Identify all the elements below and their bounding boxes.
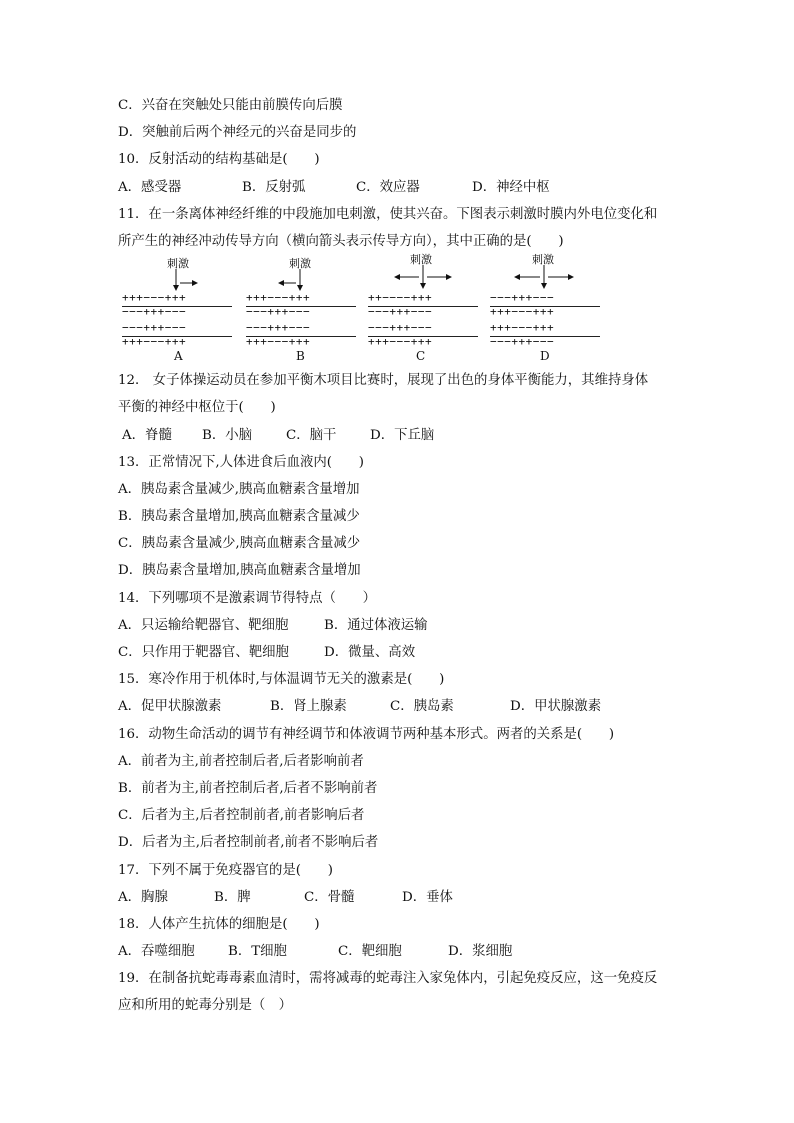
q11-stem-line1: 11．在一条离体神经纤维的中段施加电刺激，使其兴奋。下图表示刺激时膜内外电位变化和 <box>118 206 658 222</box>
q15-option-b: B．肾上腺素 <box>270 699 347 715</box>
membrane-row: +++−−−+++ <box>122 335 187 349</box>
q18-options <box>118 938 688 965</box>
membrane-row: −−−+++−−− <box>122 321 187 335</box>
exam-page <box>118 92 688 1020</box>
diagram-panel-b <box>246 255 358 367</box>
q18-option-a: A．吞噬细胞 <box>118 944 195 960</box>
membrane-row: −−−+++−−− <box>368 321 433 335</box>
q12-stem-line1: 12． 女子体操运动员在参加平衡木项目比赛时，展现了出色的身体平衡能力，其维持身体 <box>118 373 649 389</box>
q16-option-d: D．后者为主,后者控制前者,前者不影响后者 <box>118 835 379 851</box>
stimulus-arrows <box>276 269 316 293</box>
membrane-row: −−−+++−−− <box>490 335 555 349</box>
q10-options <box>118 174 688 201</box>
stimulus-arrows <box>512 265 576 291</box>
q14-option-b: B．通过体液运输 <box>324 617 428 633</box>
q12-stem-line2: 平衡的神经中枢位于( ) <box>118 400 276 416</box>
q15-option-d: D．甲状腺激素 <box>510 699 602 715</box>
membrane-row: +++−−−+++ <box>490 321 555 335</box>
q15-stem: 15．寒冷作用于机体时,与体温调节无关的激素是( ) <box>118 672 445 688</box>
q19-stem-line2: 应和所用的蛇毒分别是（ ） <box>118 998 293 1014</box>
q11-diagram <box>118 255 688 367</box>
membrane-row: +++−−−+++ <box>368 335 433 349</box>
membrane-row: ++−−−−+++ <box>368 291 433 305</box>
q14-option-a: A．只运输给靶器官、靶细胞 <box>118 617 289 633</box>
q15-option-c: C．胰岛素 <box>390 699 454 715</box>
q17-stem: 17．下列不属于免疫器官的是( ) <box>118 862 333 878</box>
q18-option-d: D．浆细胞 <box>448 944 513 960</box>
q15-option-a: A．促甲状腺激素 <box>118 699 222 715</box>
q10-option-c: C．效应器 <box>356 179 420 195</box>
q14-option-d: D．微量、高效 <box>324 645 416 660</box>
panel-letter: C <box>416 349 426 364</box>
q18-option-b: B．T细胞 <box>228 944 287 960</box>
q14-options-row1 <box>118 612 688 639</box>
q17-option-b: B．脾 <box>214 889 251 905</box>
q12-option-b: B．小脑 <box>202 427 253 443</box>
q13-option-a: A．胰岛素含量减少,胰高血糖素含量增加 <box>118 481 360 497</box>
panel-letter: D <box>540 349 550 364</box>
q12-option-d: D．下丘脑 <box>370 427 435 443</box>
q16-option-b: B．前者为主,前者控制后者,后者不影响前者 <box>118 780 378 796</box>
q13-option-b: B．胰岛素含量增加,胰高血糖素含量减少 <box>118 509 360 525</box>
q10-option-b: B．反射弧 <box>242 179 306 195</box>
membrane-row: +++−−−+++ <box>246 335 311 349</box>
q16-option-c: C．后者为主,后者控制前者,前者影响后者 <box>118 808 365 824</box>
q12-options <box>118 422 688 449</box>
stimulus-label: 刺激 <box>532 253 554 267</box>
membrane-row: −−−+++−−− <box>368 305 433 319</box>
q19-stem-line1: 19．在制备抗蛇毒毒素血清时，需将减毒的蛇毒注入家兔体内，引起免疫反应，这一免疫反 <box>118 971 658 987</box>
q10-stem: 10．反射活动的结构基础是( ) <box>118 152 320 168</box>
panel-letter: A <box>174 349 183 364</box>
diagram-panel-a <box>122 255 234 367</box>
q17-option-a: A．胸腺 <box>118 889 168 905</box>
q9-option-c: C．兴奋在突触处只能由前膜传向后膜 <box>118 98 343 113</box>
membrane-row: −−−+++−−− <box>490 291 555 305</box>
q13-option-c: C．胰岛素含量减少,胰高血糖素含量减少 <box>118 536 361 552</box>
diagram-panel-c <box>368 255 480 367</box>
stimulus-label: 刺激 <box>167 257 189 271</box>
q11-stem-line2: 所产生的神经冲动传导方向（横向箭头表示传导方向），其中正确的是( ) <box>118 233 564 249</box>
diagram-panel-d <box>490 255 602 367</box>
membrane-row: −−−+++−−− <box>246 321 311 335</box>
q14-options-row2 <box>118 639 688 666</box>
q17-options <box>118 884 688 911</box>
stimulus-label: 刺激 <box>289 257 311 271</box>
stimulus-arrows <box>162 269 202 293</box>
panel-letter: B <box>296 349 305 364</box>
membrane-row: −−−+++−−− <box>122 305 187 319</box>
q17-option-c: C．骨髓 <box>304 889 355 905</box>
q16-stem: 16．动物生命活动的调节有神经调节和体液调节两种基本形式。两者的关系是( ) <box>118 726 615 742</box>
membrane-row: +++−−−+++ <box>490 305 555 319</box>
q10-option-a: A．感受器 <box>118 179 182 195</box>
q18-stem: 18．人体产生抗体的细胞是( ) <box>118 916 320 932</box>
q9-option-d: D．突触前后两个神经元的兴奋是同步的 <box>118 125 357 141</box>
q17-option-d: D．垂体 <box>402 889 453 905</box>
q12-option-c: C．脑干 <box>286 427 337 443</box>
q15-options <box>118 693 688 720</box>
q13-option-d: D．胰岛素含量增加,胰高血糖素含量增加 <box>118 563 361 579</box>
q14-option-c: C．只作用于靶器官、靶细胞 <box>118 645 289 660</box>
stimulus-arrows <box>392 265 454 291</box>
membrane-row: −−−+++−−− <box>246 305 311 319</box>
stimulus-label: 刺激 <box>410 253 432 267</box>
membrane-row: +++−−−+++ <box>122 291 187 305</box>
q13-stem: 13．正常情况下,人体进食后血液内( ) <box>118 454 364 470</box>
q18-option-c: C．靶细胞 <box>338 944 402 960</box>
membrane-row: +++−−−+++ <box>246 291 311 305</box>
q12-option-a: A．脊髓 <box>122 427 172 443</box>
q10-option-d: D．神经中枢 <box>472 179 550 195</box>
q16-option-a: A．前者为主,前者控制后者,后者影响前者 <box>118 753 364 769</box>
q14-stem: 14．下列哪项不是激素调节得特点（ ） <box>118 590 377 606</box>
